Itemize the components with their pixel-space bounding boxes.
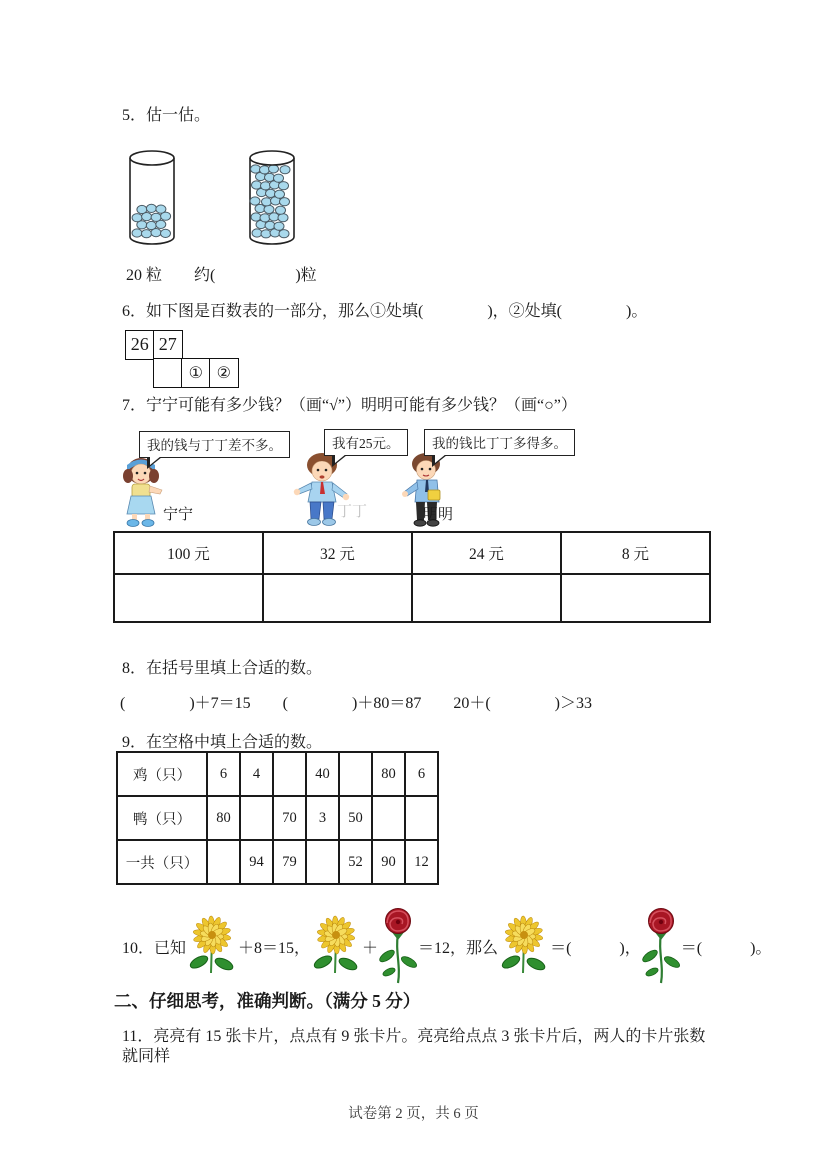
q9-cell xyxy=(339,752,372,796)
q9-row-duck xyxy=(117,796,438,840)
cylinder-left-icon xyxy=(130,151,174,244)
money-amount-32: 32 元 xyxy=(263,532,412,574)
grid-cell-circled-1: ① xyxy=(181,358,211,388)
question-7-title: 7．宁宁可能有多少钱？（画“√”）明明可能有多少钱？（画“○”） xyxy=(122,397,577,414)
q10-text: ＋ xyxy=(362,939,379,957)
q9-cell xyxy=(306,840,339,884)
q10-text: ＝12，那么 xyxy=(418,939,499,957)
hundred-chart-grid xyxy=(125,330,245,390)
q9-cell: 94 xyxy=(240,840,273,884)
q9-cell xyxy=(240,796,273,840)
q9-row-label: 鸭（只） xyxy=(117,796,207,840)
cylinder-right-icon xyxy=(250,151,294,244)
question-5-title: 5．估一估。 xyxy=(122,107,211,124)
money-answer-cell xyxy=(114,574,263,622)
q9-cell: 70 xyxy=(273,796,306,840)
speech-bubble-ningning: 我的钱与丁丁差不多。 xyxy=(139,431,290,458)
speech-bubble-dingding: 我有25元。 xyxy=(324,429,408,456)
question-9-title: 9．在空格中填上合适的数。 xyxy=(122,734,323,751)
cylinders-illustration xyxy=(123,148,303,250)
section-2-title: 二、仔细思考，准确判断。（满分 5 分） xyxy=(114,991,421,1011)
money-table xyxy=(113,531,711,623)
q9-cell: 80 xyxy=(207,796,240,840)
question-8-title: 8．在括号里填上合适的数。 xyxy=(122,660,323,677)
money-answer-cell xyxy=(561,574,710,622)
q9-cell xyxy=(273,752,306,796)
question-6-title: 6．如下图是百数表的一部分，那么①处填( )，②处填( )。 xyxy=(122,303,648,320)
q9-cell: 40 xyxy=(306,752,339,796)
q8-equations: ( )＋7＝15 ( )＋80＝87 20＋( )＞33 xyxy=(120,695,592,712)
chrysanthemum-icon xyxy=(310,915,362,977)
label-dingding: 丁丁 xyxy=(337,504,368,520)
page-footer: 试卷第 2 页，共 6 页 xyxy=(348,1106,479,1122)
money-answer-cell xyxy=(412,574,561,622)
rose-icon xyxy=(641,906,681,986)
label-ningning: 宁宁 xyxy=(163,507,194,523)
q9-cell xyxy=(372,796,405,840)
q9-cell: 80 xyxy=(372,752,405,796)
q9-cell xyxy=(207,840,240,884)
q9-cell: 52 xyxy=(339,840,372,884)
money-header-row xyxy=(114,532,710,574)
chrysanthemum-icon xyxy=(186,915,238,977)
q9-cell: 90 xyxy=(372,840,405,884)
q9-cell xyxy=(405,796,438,840)
q10-text: ＋8＝15， xyxy=(238,939,311,957)
speech-bubble-mingming: 我的钱比丁丁多得多。 xyxy=(424,429,575,456)
q9-cell: 6 xyxy=(207,752,240,796)
q5-caption: 20 粒 约( )粒 xyxy=(126,267,317,284)
grid-cell-26: 26 xyxy=(125,330,155,360)
chrysanthemum-icon xyxy=(498,915,550,977)
q9-cell: 79 xyxy=(273,840,306,884)
q9-cell: 4 xyxy=(240,752,273,796)
q10-text: ＝( )， xyxy=(550,939,641,957)
question-11-text: 11．亮亮有 15 张卡片，点点有 9 张卡片。亮亮给点点 3 张卡片后，两人的卡片张数就同样 xyxy=(122,1028,706,1065)
q10-text: 10．已知 xyxy=(122,939,187,957)
rose-icon xyxy=(378,906,418,986)
money-answer-cell xyxy=(263,574,412,622)
money-amount-8: 8 元 xyxy=(561,532,710,574)
q9-cell: 12 xyxy=(405,840,438,884)
money-amount-24: 24 元 xyxy=(412,532,561,574)
q10-text: ＝( )。 xyxy=(680,939,772,957)
q9-row-chicken xyxy=(117,752,438,796)
question-10-line xyxy=(122,903,771,989)
grid-cell-27: 27 xyxy=(153,330,183,360)
q9-cell: 6 xyxy=(405,752,438,796)
q9-row-label: 鸡（只） xyxy=(117,752,207,796)
q9-row-total xyxy=(117,840,438,884)
q9-cell: 3 xyxy=(306,796,339,840)
label-mingming: 明明 xyxy=(423,507,454,523)
q9-cell: 50 xyxy=(339,796,372,840)
q9-table xyxy=(116,751,439,885)
grid-cell-circled-2: ② xyxy=(209,358,239,388)
money-amount-100: 100 元 xyxy=(114,532,263,574)
grid-cell-blank xyxy=(153,358,183,388)
money-answer-row xyxy=(114,574,710,622)
q9-row-label: 一共（只） xyxy=(117,840,207,884)
